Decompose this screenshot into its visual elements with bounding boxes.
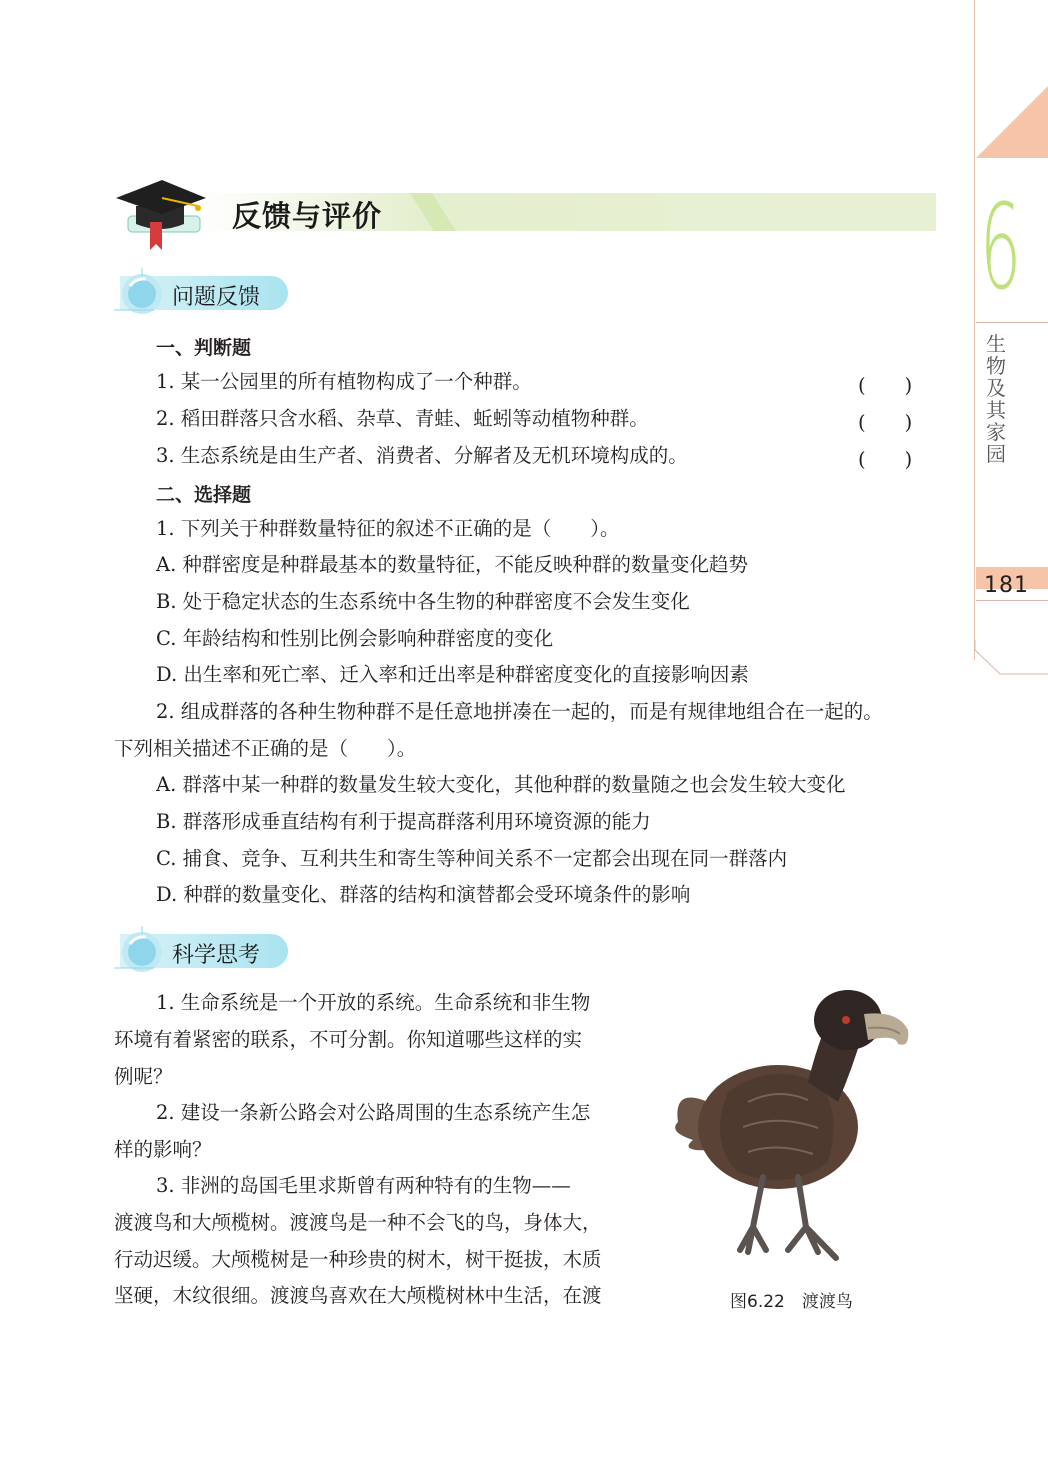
thinking-line-8: 行动迟缓。大颅榄树是一种珍贵的树木，树干挺拔，木质 [114,1248,602,1271]
judge-item-3: 3. 生态系统是由生产者、消费者、分解者及无机环境构成的。 [156,444,688,467]
figure-caption: 图6.22 渡渡鸟 [730,1292,853,1312]
answer-blank-1: ( ) [858,374,913,397]
choice-q2-stem-line2: 下列相关描述不正确的是（ ）。 [114,737,417,760]
answer-blank-2: ( ) [858,411,913,434]
choice-q2-option-d: D. 种群的数量变化、群落的结构和演替都会受环境条件的影响 [156,883,691,906]
page-number: 181 [984,573,1029,598]
thinking-line-9: 坚硬，木纹很细。渡渡鸟喜欢在大颅榄树林中生活，在渡 [114,1284,602,1307]
judge-item-2: 2. 稻田群落只含水稻、杂草、青蛙、蚯蚓等动植物种群。 [156,407,649,430]
choice-q2-option-a: A. 群落中某一种群的数量发生较大变化，其他种群的数量随之也会发生较大变化 [156,773,846,796]
bubble-icon [114,926,168,978]
thinking-line-3: 例呢？ [114,1065,173,1088]
choice-q1-stem: 1. 下列关于种群数量特征的叙述不正确的是（ ）。 [156,517,620,540]
thinking-line-4: 2. 建设一条新公路会对公路周围的生态系统产生怎 [156,1101,591,1124]
judge-heading: 一、判断题 [156,337,252,359]
choice-heading: 二、选择题 [156,484,252,506]
banner-slant-decoration [410,193,470,231]
graduation-cap-icon [112,176,208,256]
choice-q2-option-b: B. 群落形成垂直结构有利于提高群落利用环境资源的能力 [156,810,651,833]
choice-q2-option-c: C. 捕食、竞争、互利共生和寄生等种间关系不一定都会出现在同一群落内 [156,847,788,870]
choice-q1-option-d: D. 出生率和死亡率、迁入率和迁出率是种群密度变化的直接影响因素 [156,663,749,686]
banner-title: 反馈与评价 [232,199,383,233]
choice-q1-option-a: A. 种群密度是种群最基本的数量特征，不能反映种群的数量变化趋势 [156,553,748,576]
thinking-line-5: 样的影响？ [114,1138,212,1161]
choice-q1-option-c: C. 年龄结构和性别比例会影响种群密度的变化 [156,627,554,650]
thinking-line-6: 3. 非洲的岛国毛里求斯曾有两种特有的生物—— [156,1174,571,1197]
thinking-line-1: 1. 生命系统是一个开放的系统。生命系统和非生物 [156,991,591,1014]
chapter-rule [976,322,1048,323]
choice-q2-stem-line1: 2. 组成群落的各种生物种群不是任意地拼凑在一起的，而是有规律地组合在一起的。 [156,700,883,723]
dodo-bird-image [668,982,918,1272]
chapter-number: 6 [980,178,1022,316]
bubble-icon [114,268,168,320]
answer-blank-3: ( ) [858,448,913,471]
chapter-title: 生物及其家园 [986,332,1006,466]
judge-item-1: 1. 某一公园里的所有植物构成了一个种群。 [156,370,532,393]
choice-q1-option-b: B. 处于稳定状态的生态系统中各生物的种群密度不会发生变化 [156,590,690,613]
section-label-thinking: 科学思考 [172,943,261,968]
thinking-line-2: 环境有着紧密的联系，不可分割。你知道哪些这样的实 [114,1028,583,1051]
page-tab-corner [974,640,1048,676]
section-label-feedback: 问题反馈 [172,285,261,310]
thinking-line-7: 渡渡鸟和大颅榄树。渡渡鸟是一种不会飞的鸟，身体大， [114,1211,602,1234]
page-number-rule [976,600,1048,601]
corner-triangle-decoration [974,86,1048,160]
